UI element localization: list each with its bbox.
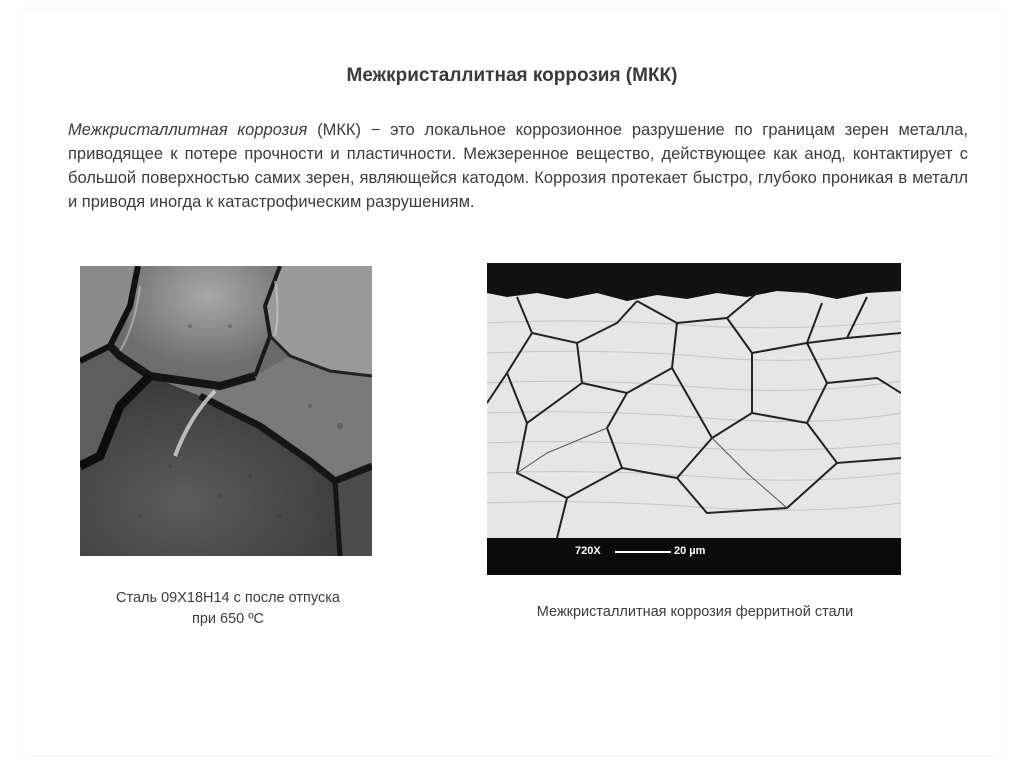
left-figure-caption	[66, 588, 390, 630]
paragraph-text: (МКК) − это локальное коррозионное разрушение по границам зерен металла, приводящее к потере прочности и пластичности. Межзеренное вещество, действующее как анод, контактирует с большой поверхностью самих зерен, являющейся катодом. Коррозия протекает быстро, глубоко проникая в металл и приводя иногда к катастрофическим разрушениям.	[68, 121, 968, 211]
slide-title: Межкристаллитная коррозия (МКК)	[346, 65, 678, 86]
term-italic: Межкристаллитная коррозия	[68, 121, 308, 139]
magnification-label: 720X	[575, 545, 601, 557]
left-caption-line1: Сталь 09Х18Н14 с после отпуска	[116, 590, 340, 606]
ferritic-steel-micrograph-image	[487, 263, 901, 575]
body-paragraph	[68, 118, 968, 214]
scale-bar	[487, 538, 901, 575]
steel-micrograph-image	[80, 266, 372, 556]
left-caption-line2: при 650 ºС	[191, 611, 265, 627]
scale-line	[615, 551, 671, 553]
scale-length-label: 20 µm	[674, 545, 706, 557]
right-figure-caption: Межкристаллитная коррозия ферритной стали	[536, 604, 854, 620]
